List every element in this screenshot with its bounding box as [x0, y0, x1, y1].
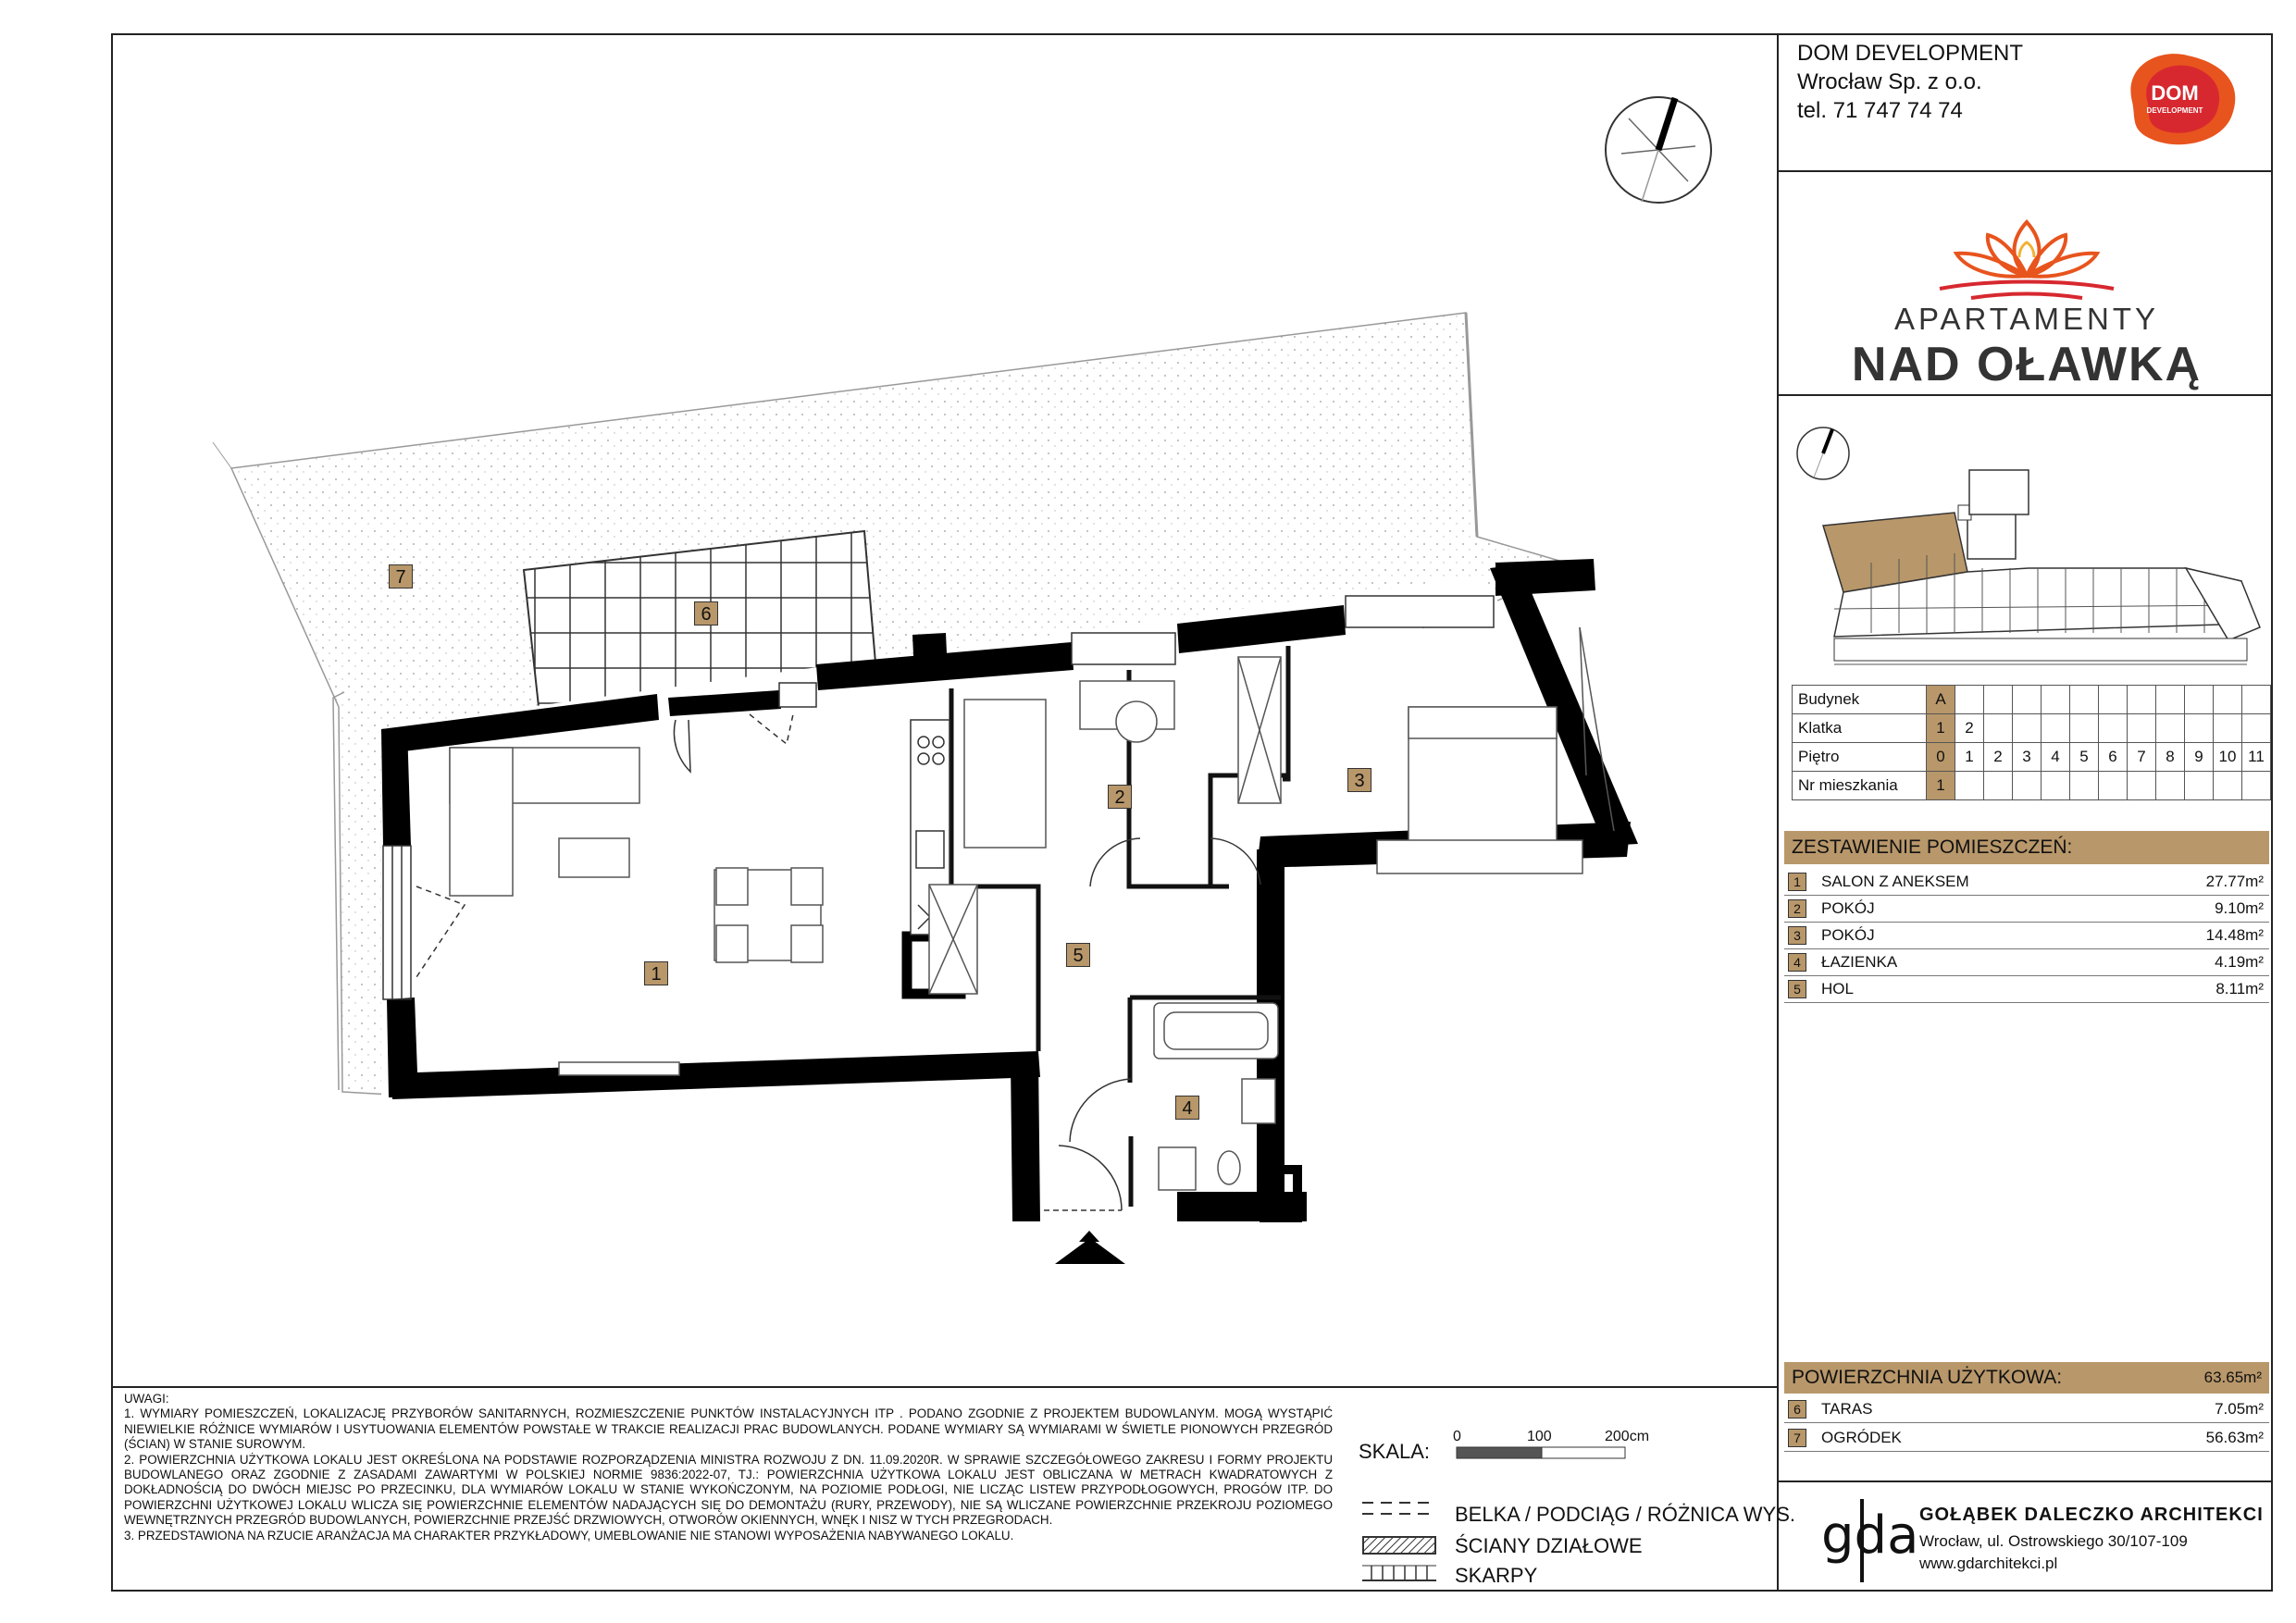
legend-label: ŚCIANY DZIAŁOWE — [1455, 1534, 1643, 1557]
location-cell — [2242, 772, 2271, 800]
extra-number: 7 — [1788, 1429, 1806, 1447]
legend-label: SKARPY — [1455, 1564, 1538, 1587]
location-cell: 1 — [1955, 743, 1984, 772]
plan-label-2: 2 — [1108, 785, 1132, 809]
total-area-value: 63.65m² — [2203, 1369, 2262, 1386]
scale-tick-200: 200cm — [1605, 1429, 1650, 1444]
panel-divider — [1779, 170, 2273, 172]
room-name: POKÓJ — [1821, 899, 1875, 917]
room-area: 4.19m² — [2215, 953, 2264, 971]
location-cell — [2156, 714, 2185, 743]
plan-label-5: 5 — [1066, 943, 1090, 967]
company-name: DOM DEVELOPMENT — [1797, 41, 2024, 66]
scale-block — [1353, 1425, 1779, 1490]
project-name-line1: APARTAMENTY — [1893, 302, 2160, 336]
location-cell — [2042, 686, 2070, 714]
location-cell — [2156, 686, 2185, 714]
location-cell: 1 — [1927, 772, 1955, 800]
location-cell: 3 — [2013, 743, 2042, 772]
floor-plan — [113, 35, 1777, 1386]
slope-icon — [1362, 1564, 1436, 1582]
location-cell — [2128, 772, 2156, 800]
location-cell — [2214, 714, 2242, 743]
location-row-label: Nr mieszkania — [1793, 772, 1927, 800]
lotus-logo-icon — [1934, 218, 2119, 302]
info-panel — [1777, 33, 2273, 1592]
legend-label: BELKA / PODCIĄG / RÓŻNICA WYS. — [1455, 1503, 1795, 1526]
project-brand — [1779, 180, 2275, 429]
location-cell — [2070, 772, 2099, 800]
extra-area-row — [1784, 1395, 2269, 1423]
extra-area: 7.05m² — [2215, 1400, 2264, 1418]
extra-name: TARAS — [1821, 1400, 1873, 1418]
location-cell — [2242, 714, 2271, 743]
location-cell: A — [1927, 686, 1955, 714]
location-cell: 7 — [2128, 743, 2156, 772]
location-row — [1793, 714, 2271, 743]
room-name: HOL — [1821, 980, 1854, 997]
plan-label-7: 7 — [389, 564, 413, 588]
location-cell: 1 — [1927, 714, 1955, 743]
location-cell: 9 — [2185, 743, 2214, 772]
dom-logo-subtext: DEVELOPMENT — [2146, 106, 2203, 115]
location-cell — [2242, 686, 2271, 714]
room-name: SALON Z ANEKSEM — [1821, 873, 1969, 890]
location-cell: 6 — [2099, 743, 2128, 772]
panel-divider — [1779, 1481, 2273, 1482]
location-cell — [2156, 772, 2185, 800]
location-cell — [2214, 772, 2242, 800]
location-cell — [2128, 714, 2156, 743]
location-row — [1793, 743, 2271, 772]
room-area: 9.10m² — [2215, 899, 2264, 917]
location-cell: 0 — [1927, 743, 1955, 772]
architect-web: www.gdarchitekci.pl — [1919, 1555, 2058, 1572]
room-row — [1784, 895, 2269, 923]
room-number: 2 — [1788, 899, 1806, 918]
location-cell — [2013, 686, 2042, 714]
gda-logo-text: gda — [1821, 1505, 1919, 1566]
room-row — [1784, 948, 2269, 976]
notes-title: UWAGI: — [124, 1392, 169, 1406]
location-row-label: Budynek — [1793, 686, 1927, 714]
notes-block — [124, 1392, 1333, 1543]
note-item: 3. PRZEDSTAWIONA NA RZUCIE ARANŻACJA MA CHARAKTER PRZYKŁADOWY, UMEBLOWANIE NIE STANOWI WYPOSAŻENIA NABYWANEGO LOKALU. — [124, 1528, 1014, 1542]
room-name: POKÓJ — [1821, 926, 1875, 944]
location-cell: 2 — [1955, 714, 1984, 743]
scale-label: SKALA: — [1359, 1440, 1431, 1463]
extra-area-row — [1784, 1424, 2269, 1452]
location-cell — [2042, 772, 2070, 800]
room-number: 5 — [1788, 980, 1806, 998]
legend-block — [1353, 1499, 1795, 1587]
room-row — [1784, 868, 2269, 896]
location-row — [1793, 772, 2271, 800]
room-number: 1 — [1788, 873, 1806, 891]
location-cell — [2070, 686, 2099, 714]
location-cell — [2042, 714, 2070, 743]
scale-tick-100: 100 — [1527, 1429, 1552, 1444]
location-row-label: Piętro — [1793, 743, 1927, 772]
location-cell: 11 — [2242, 743, 2271, 772]
location-table — [1792, 685, 2271, 800]
location-cell — [2185, 714, 2214, 743]
architect-name: GOŁĄBEK DALECZKO ARCHITEKCI — [1919, 1505, 2264, 1525]
company-entity: Wrocław Sp. z o.o. — [1797, 69, 1982, 94]
north-arrow-icon — [1606, 97, 1711, 203]
location-cell — [2013, 772, 2042, 800]
location-cell — [1955, 686, 1984, 714]
extra-number: 6 — [1788, 1400, 1806, 1419]
extra-name: OGRÓDEK — [1821, 1429, 1902, 1446]
plan-label-3: 3 — [1347, 768, 1371, 792]
room-row — [1784, 975, 2269, 1003]
location-cell — [2013, 714, 2042, 743]
location-cell — [2099, 772, 2128, 800]
room-area: 14.48m² — [2205, 926, 2264, 944]
footer-divider — [111, 1386, 1777, 1388]
location-cell — [2099, 714, 2128, 743]
location-row-label: Klatka — [1793, 714, 1927, 743]
location-cell — [2185, 772, 2214, 800]
location-cell — [2185, 686, 2214, 714]
hatched-wall-icon — [1362, 1536, 1436, 1555]
scale-bar-icon — [1457, 1447, 1627, 1460]
location-cell — [2099, 686, 2128, 714]
location-cell: 10 — [2214, 743, 2242, 772]
note-item: 1. WYMIARY POMIESZCZEŃ, LOKALIZACJĘ PRZYBORÓW SANITARNYCH, ROZMIESZCZENIE PUNKTÓW INSTALACYJNYCH ITP . PODANO ZGODNIE Z PROJEKTEM BUDOWLANYM. MOGĄ WYSTĄPIĆ NIEWIELKIE RÓŻNICE WYMIARÓW I USYTUOWANIA ELEMENTÓW POWSTAŁE W TRAKCIE REALIZACJI PRAC BUDOWLANYCH. PODANE WYMIARY SĄ WYMIARAMI W ŚWIETLE PIONOWYCH PRZEGRÓD (ŚCIAN) W STANIE SUROWYM. — [124, 1406, 1333, 1452]
key-plan-compass-icon — [1797, 427, 1849, 479]
plan-label-1: 1 — [644, 961, 668, 985]
company-info — [1797, 39, 2023, 125]
location-cell — [1984, 686, 2013, 714]
location-cell — [1984, 714, 2013, 743]
company-phone: tel. 71 747 74 74 — [1797, 98, 1963, 123]
room-row — [1784, 922, 2269, 949]
location-cell — [2070, 714, 2099, 743]
room-area: 8.11m² — [2215, 980, 2264, 997]
architect-address: Wrocław, ul. Ostrowskiego 30/107-109 — [1919, 1532, 2188, 1550]
architect-block — [1818, 1495, 2271, 1588]
dashed-line-icon — [1362, 1499, 1436, 1518]
location-cell — [1955, 772, 1984, 800]
building-key-plan — [1779, 396, 2275, 683]
location-cell — [2128, 686, 2156, 714]
total-area-label: POWIERZCHNIA UŻYTKOWA: — [1792, 1367, 2063, 1388]
location-cell: 8 — [2156, 743, 2185, 772]
extra-area: 56.63m² — [2205, 1429, 2264, 1446]
room-number: 4 — [1788, 953, 1806, 972]
total-area-row — [1784, 1362, 2269, 1394]
project-name-line2: NAD OŁAWKĄ — [1851, 338, 2203, 391]
plan-label-6: 6 — [694, 601, 718, 626]
rooms-section-title: ZESTAWIENIE POMIESZCZEŃ: — [1784, 831, 2269, 864]
gda-logo-icon — [1818, 1495, 1919, 1586]
location-row — [1793, 686, 2271, 714]
room-name: ŁAZIENKA — [1821, 953, 1898, 971]
location-cell — [2214, 686, 2242, 714]
room-area: 27.77m² — [2205, 873, 2264, 890]
scale-tick-0: 0 — [1453, 1429, 1461, 1444]
dom-development-logo — [2114, 46, 2243, 150]
location-cell: 4 — [2042, 743, 2070, 772]
dom-logo-text: DOM — [2151, 81, 2199, 105]
note-item: 2. POWIERZCHNIA UŻYTKOWA LOKALU JEST OKREŚLONA NA PODSTAWIE ROZPORZĄDZENIA MINISTRA ROZWOJU Z DN. 11.09.2020R. W SPRAWIE SZCZEGÓŁOWEGO ZAKRESU I FORMY PROJEKTU BUDOWLANEGO ORAZ ZGODNIE Z ZASADAMI ZAWARTYMI W POLSKIEJ NORMIE 9836:2022-07, TJ.: POWIERZCHNIA UŻYTKOWA LOKALU JEST OBLICZANA W METRACH KWADRATOWYCH Z DOKŁADNOŚCIĄ DO DWÓCH MIEJSC PO PRZECINKU, DLA WYMIARÓW LOKALU W STANIE WYKOŃCZONYM, NA POZIOMIE PODŁOGI, NIE LICZĄC LISTEW PRZYPODŁOGOWYCH, PROGÓW ITP. DO POWIERZCHNI UŻYTKOWEJ LOKALU WLICZA SIĘ POWIERZCHNIE ELEMENTÓW NADAJĄCYCH SIĘ DO DEMONTAŻU (RURY, PRZEWODY), NIE SĄ WLICZANE POWIERZCHNIE PRZEKROJU POZIOMEGO WEWNĘTRZNYCH PRZEGRÓD BUDOWLANYCH, POWIERZCHNIE PRZEJŚĆ DRZWIOWYCH, OTWORÓW OKIENNYCH, WNĘK I NISZ W TYCH PRZEGRODACH. — [124, 1452, 1333, 1528]
location-cell — [1984, 772, 2013, 800]
location-cell: 5 — [2070, 743, 2099, 772]
room-number: 3 — [1788, 926, 1806, 945]
plan-label-4: 4 — [1175, 1096, 1199, 1120]
location-cell: 2 — [1984, 743, 2013, 772]
